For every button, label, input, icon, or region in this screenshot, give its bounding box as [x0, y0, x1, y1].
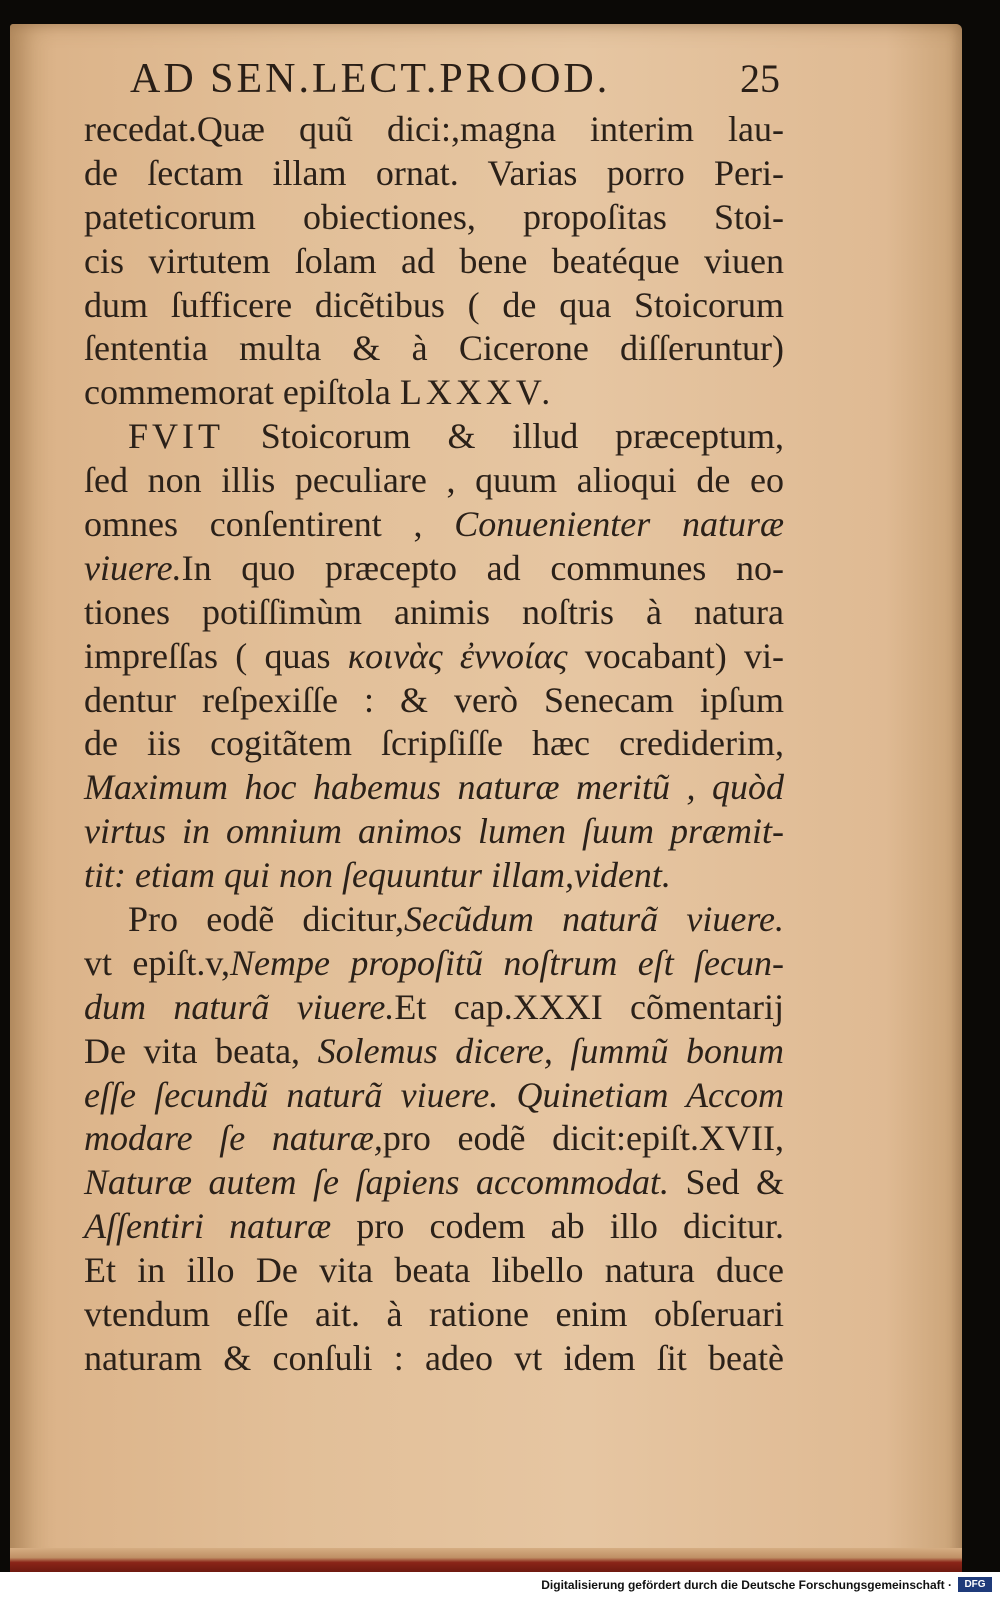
text-line: ſententia multa & à Cicerone diſſeruntur): [84, 328, 784, 369]
text-segment: Stoicorum & illud præceptum,: [224, 416, 784, 457]
text-segment: Sed &: [668, 1162, 784, 1203]
text-line: [84, 503, 784, 547]
quote-line: Maximum hoc habemus naturæ meritũ , quòd: [84, 767, 784, 808]
text-line: [84, 547, 784, 591]
text-segment: De vita beata,: [84, 1030, 318, 1071]
text-line: dum ſufficere dicẽtibus ( de qua Stoicorum: [84, 284, 784, 325]
text-segment: Pro eodẽ dicitur,: [128, 899, 404, 940]
text-segment: vocabant) vi-: [567, 635, 784, 676]
text-segment: vt epiſt.v,: [84, 942, 230, 983]
text-line: Et in illo De vita beata libello natura duce: [84, 1250, 784, 1291]
text-line: [84, 1161, 784, 1205]
text-line: ſed non illis peculiare , quum alioqui de eo: [84, 460, 784, 501]
running-header: [130, 55, 780, 103]
text-segment: commemorat epiſtola: [84, 372, 400, 413]
text-line: [84, 1205, 784, 1249]
italic-segment: modare ſe naturæ,: [84, 1118, 383, 1159]
italic-segment: Solemus dicere, ſummũ bonum: [317, 1030, 784, 1071]
quote-line: virtus in omnium animos lumen ſuum præmit-: [84, 811, 784, 852]
text-segment: Et cap.XXXI cõmentarij: [394, 986, 784, 1027]
text-line: recedat.Quæ quũ dici:,magna interim lau-: [84, 109, 784, 149]
text-line: [84, 1074, 784, 1118]
greek-segment: κοινὰς ἐννοίας: [347, 635, 568, 676]
text-line: de iis cogitãtem ſcripſiſſe hæc crediderim,: [84, 723, 784, 764]
initial-word: FVIT: [128, 416, 224, 457]
italic-segment: eſſe ſecundũ naturã viuere.: [84, 1074, 499, 1115]
text-line: tiones potiſſimùm animis noſtris à natura: [84, 591, 784, 632]
italic-segment: Quinetiam Accom: [498, 1074, 784, 1115]
digitization-footer: [0, 1572, 1000, 1599]
text-line: [84, 635, 784, 679]
text-line: [84, 986, 784, 1030]
text-line: [84, 371, 784, 415]
text-line: de ſectam illam ornat. Varias porro Peri-: [84, 152, 784, 193]
italic-segment: Conuenienter naturæ: [454, 504, 785, 545]
body-text: [84, 108, 784, 1381]
page-number: 25: [740, 56, 780, 101]
text-segment: pro codem ab illo dicitur.: [331, 1206, 785, 1247]
text-line: [84, 1030, 784, 1074]
text-line: [84, 942, 784, 986]
text-line: pateticorum obiectiones, propoſitas Stoi-: [84, 196, 784, 237]
italic-segment: dum naturã viuere.: [84, 986, 395, 1027]
paragraph-start-line: [84, 898, 784, 942]
book-bottom-edge: [10, 1548, 962, 1572]
italic-segment: viuere.: [84, 547, 182, 588]
funding-credit: Digitalisierung gefördert durch die Deutsche Forschungsgemeinschaft ·: [541, 1578, 952, 1592]
italic-segment: Aſſentiri naturæ: [84, 1206, 332, 1247]
text-segment: In quo præcepto ad communes no-: [181, 547, 784, 588]
text-segment: pro eodẽ dicit:epiſt.XVII,: [382, 1118, 785, 1159]
running-title: AD SEN.LECT.PROOD.: [130, 56, 611, 102]
text-segment: omnes conſentirent ,: [84, 504, 455, 545]
italic-segment: Secũdum naturã viuere.: [403, 899, 785, 940]
italic-segment: Nempe propoſitũ noſtrum eſt ſecun-: [230, 942, 784, 983]
text-line: [84, 1117, 784, 1161]
epistola-number: LXXXV.: [399, 372, 555, 413]
dfg-logo: DFG: [958, 1577, 992, 1592]
paragraph-start-line: [84, 415, 784, 459]
quote-line: tit: etiam qui non ſequuntur illam,vident.: [84, 855, 671, 896]
text-segment: impreſſas ( quas: [84, 635, 348, 676]
text-line: vtendum eſſe ait. à ratione enim obſeruari: [84, 1294, 784, 1335]
italic-segment: Naturæ autem ſe ſapiens accommodat.: [84, 1162, 669, 1203]
text-line: naturam & conſuli : adeo vt idem ſit beatè: [84, 1337, 784, 1378]
text-line: dentur reſpexiſſe : & verò Senecam ipſum: [84, 679, 784, 720]
text-line: cis virtutem ſolam ad bene beatéque viuen: [84, 240, 784, 281]
